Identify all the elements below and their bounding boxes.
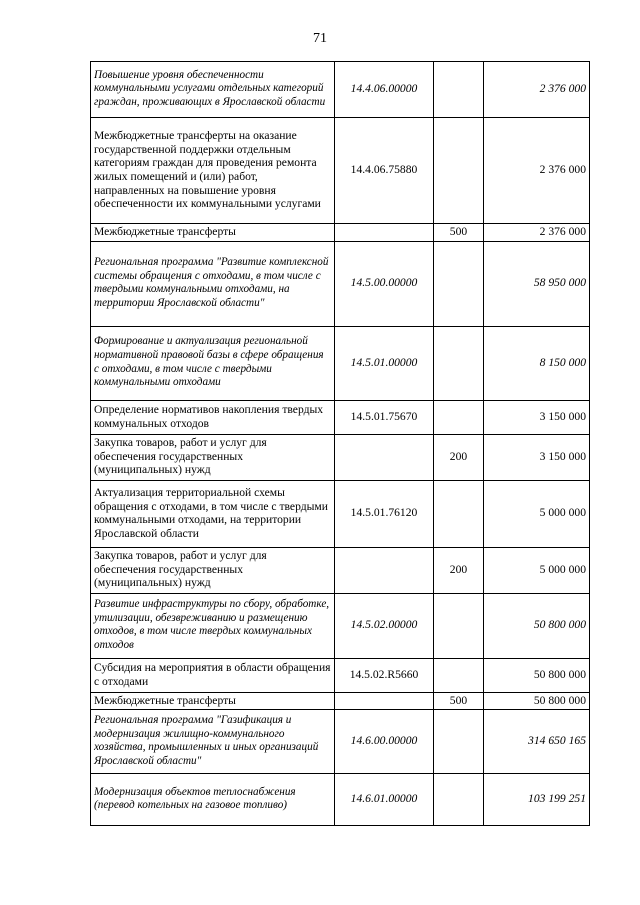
sum-cell: 2 376 000 [484, 118, 590, 224]
name-cell: Актуализация территориальной схемы обращения с отходами, в том числе с твердыми коммунальными отходами, на территории Ярославской области [91, 480, 335, 547]
sum-cell: 50 800 000 [484, 692, 590, 710]
code-cell [335, 224, 434, 242]
sum-cell: 50 800 000 [484, 658, 590, 692]
table-row [91, 547, 590, 593]
code-cell: 14.6.00.00000 [335, 710, 434, 774]
name-cell: Развитие инфраструктуры по сбору, обработке, утилизации, обезвреживанию и размещению отходов, в том числе твердых коммунальных отходов [91, 593, 335, 658]
code-cell: 14.5.02.R5660 [335, 658, 434, 692]
sum-cell: 314 650 165 [484, 710, 590, 774]
program-row [91, 326, 590, 400]
name-cell: Региональная программа "Развитие комплексной системы обращения с отходами, в том числе с твердыми коммунальными отходами, на территории Ярославской области" [91, 241, 335, 326]
expense-type-cell [434, 241, 484, 326]
code-cell: 14.5.01.76120 [335, 480, 434, 547]
table-row [91, 224, 590, 242]
code-cell: 14.5.00.00000 [335, 241, 434, 326]
expense-type-cell [434, 593, 484, 658]
name-cell: Модернизация объектов теплоснабжения (перевод котельных на газовое топливо) [91, 774, 335, 826]
table-row [91, 480, 590, 547]
program-row [91, 241, 590, 326]
name-cell: Формирование и актуализация региональной нормативной правовой базы в сфере обращения с отходами, в том числе с твердыми коммунальными отходами [91, 326, 335, 400]
name-cell: Региональная программа "Газификация и модернизация жилищно-коммунального хозяйства, промышленных и иных организаций Ярославской области" [91, 710, 335, 774]
code-cell [335, 434, 434, 480]
name-cell: Межбюджетные трансферты [91, 692, 335, 710]
table-row [91, 118, 590, 224]
sum-cell: 5 000 000 [484, 480, 590, 547]
page-number: 71 [313, 31, 327, 46]
sum-cell: 3 150 000 [484, 400, 590, 434]
code-cell: 14.6.01.00000 [335, 774, 434, 826]
sum-cell: 50 800 000 [484, 593, 590, 658]
name-cell: Закупка товаров, работ и услуг для обеспечения государственных (муниципальных) нужд [91, 547, 335, 593]
code-cell: 14.5.01.75670 [335, 400, 434, 434]
name-cell: Межбюджетные трансферты на оказание государственной поддержки отдельным категориям граждан для проведения ремонта жилых помещений и (или) работ, направленных на повышение уровня обеспеченности их коммунальными услугами [91, 118, 335, 224]
table-row [91, 658, 590, 692]
expense-type-cell [434, 326, 484, 400]
expense-type-cell: 200 [434, 434, 484, 480]
program-row [91, 62, 590, 118]
table-row [91, 434, 590, 480]
expense-type-cell: 500 [434, 224, 484, 242]
name-cell: Межбюджетные трансферты [91, 224, 335, 242]
name-cell: Повышение уровня обеспеченности коммунальными услугами отдельных категорий граждан, проживающих в Ярославской области [91, 62, 335, 118]
name-cell: Субсидия на мероприятия в области обращения с отходами [91, 658, 335, 692]
budget-table-body [91, 62, 590, 826]
expense-type-cell [434, 400, 484, 434]
expense-type-cell [434, 774, 484, 826]
code-cell: 14.5.02.00000 [335, 593, 434, 658]
table-row [91, 400, 590, 434]
expense-type-cell: 500 [434, 692, 484, 710]
expense-type-cell [434, 118, 484, 224]
sum-cell: 2 376 000 [484, 224, 590, 242]
expense-type-cell [434, 658, 484, 692]
program-row [91, 593, 590, 658]
program-row [91, 774, 590, 826]
expense-type-cell: 200 [434, 547, 484, 593]
code-cell: 14.4.06.00000 [335, 62, 434, 118]
expense-type-cell [434, 710, 484, 774]
budget-table [90, 61, 590, 826]
sum-cell: 5 000 000 [484, 547, 590, 593]
code-cell: 14.5.01.00000 [335, 326, 434, 400]
table-row [91, 692, 590, 710]
sum-cell: 3 150 000 [484, 434, 590, 480]
code-cell [335, 692, 434, 710]
expense-type-cell [434, 480, 484, 547]
sum-cell: 2 376 000 [484, 62, 590, 118]
name-cell: Определение нормативов накопления твердых коммунальных отходов [91, 400, 335, 434]
program-row [91, 710, 590, 774]
code-cell [335, 547, 434, 593]
code-cell: 14.4.06.75880 [335, 118, 434, 224]
name-cell: Закупка товаров, работ и услуг для обеспечения государственных (муниципальных) нужд [91, 434, 335, 480]
sum-cell: 58 950 000 [484, 241, 590, 326]
sum-cell: 8 150 000 [484, 326, 590, 400]
expense-type-cell [434, 62, 484, 118]
sum-cell: 103 199 251 [484, 774, 590, 826]
